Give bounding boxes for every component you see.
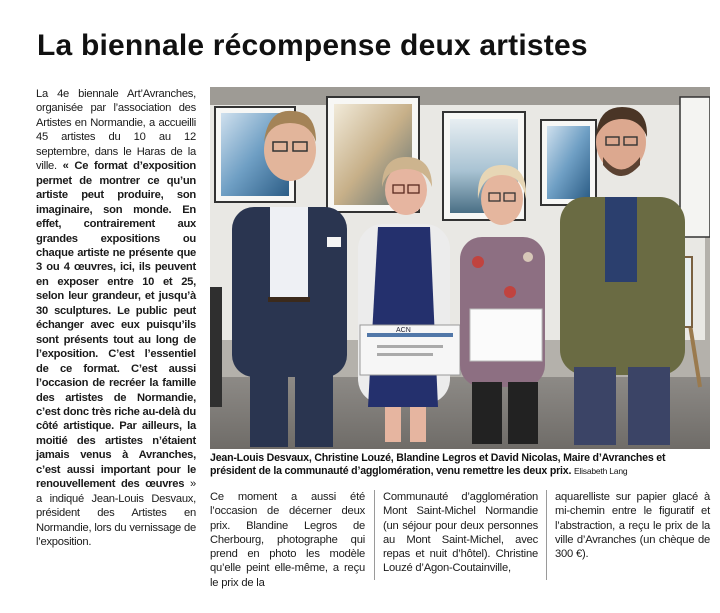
lead-paragraph: [36, 87, 196, 550]
column-1-text: Ce moment a aussi été l’occasion de décerner deux prix. Blandine Legros de Cherbourg, photographe qui prend en photo les modèle qu’elle peint elle-même, a reçu le prix de la: [210, 491, 365, 589]
photo-credit: Elisabeth Lang: [573, 466, 628, 476]
diploma-sign-text: ACN: [396, 327, 411, 334]
lead-paragraph-column: [36, 87, 196, 550]
lead-intro-text: La 4e biennale Art’Avranches, organisée par l’association des Artistes en Normandie, a accueilli 45 artistes du 10 au 12 septembre, dans le Haras de la ville.: [36, 88, 196, 173]
text-column-1: [210, 490, 365, 590]
column-3-text: aquarelliste sur papier glacé à mi-chemin entre le figuratif et l’abstraction, a reçu le prix de la ville d’Avranches (un chèque de 300 €).: [555, 491, 710, 561]
column-divider-1: [374, 490, 375, 580]
lead-bold-quote: « Ce format d’exposition permet de montrer ce qu’un artiste peut produire, son imaginaire, son monde. En effet, contrairement aux grandes expositions ou chaque artiste ne présente que 3 ou 4 œuvres, ici, ils peuvent en exposer entre 10 et 25, selon leur grandeur, et jusqu’à 30 sculptures. Le public peut échanger avec eux puisqu’ils sont présents tout au long de l’exposition. C’est l’essentiel de ce format. C’est aussi l’occasion de recréer la famille des artistes de Normandie, c’est donc très riche au-delà du côté artistique. Par ailleurs, la moitié des artistes n’étaient jamais venus à Avranches, c’est aussi important pour le renouvellement des œuvres: [36, 160, 196, 491]
column-divider-2: [546, 490, 547, 580]
lead-outro-text: » a indiqué Jean-Louis Desvaux, président des Artistes en Normandie, lors du vernissage de l’exposition.: [36, 478, 196, 549]
photo-caption: [210, 452, 710, 478]
article-photo: [210, 87, 710, 449]
text-column-3: [555, 490, 710, 561]
caption-text: Jean-Louis Desvaux, Christine Louzé, Blandine Legros et David Nicolas, Maire d’Avranches et président de la communauté d’agglomération, venu remettre les deux prix.: [210, 452, 666, 477]
column-2-text: Communauté d’agglomération Mont Saint-Michel Normandie (un séjour pour deux personnes au Mont Saint-Michel, avec repas et nuit d’hôtel). Christine Louzé d’Agon-Coutainville,: [383, 491, 538, 575]
headline: La biennale récompense deux artistes: [37, 29, 588, 62]
text-column-2: [383, 490, 538, 576]
